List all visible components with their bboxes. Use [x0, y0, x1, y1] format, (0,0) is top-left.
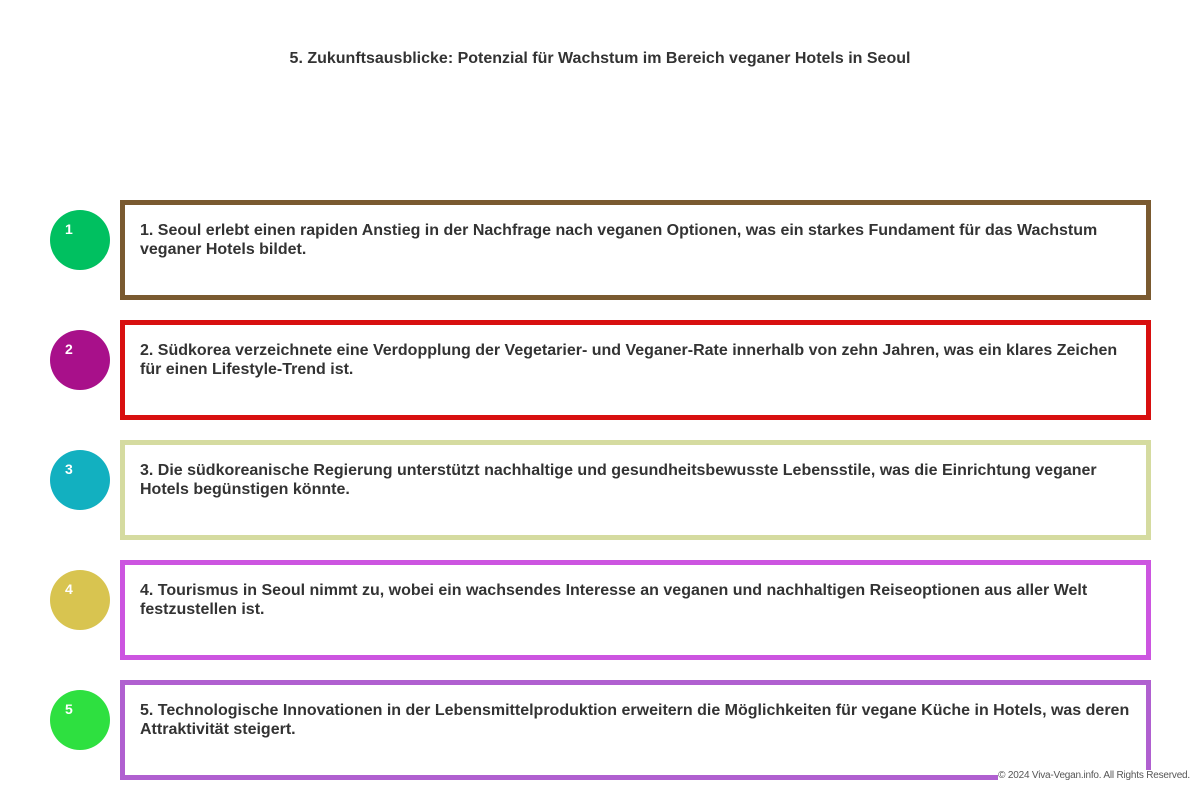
number-badge — [50, 450, 110, 510]
number-badge — [50, 330, 110, 390]
number-label: 4 — [65, 581, 73, 597]
item-text: 4. Tourismus in Seoul nimmt zu, wobei ein wachsendes Interesse an veganen und nachhaltigen Reiseoptionen aus aller Welt festzustellen ist. — [140, 582, 1088, 618]
text-box — [120, 440, 1151, 540]
list-item — [0, 560, 1200, 660]
number-badge — [50, 570, 110, 630]
text-box — [120, 320, 1151, 420]
list-item — [0, 320, 1200, 420]
page-title: 5. Zukunftsausblicke: Potenzial für Wachstum im Bereich veganer Hotels in Seoul — [289, 50, 911, 67]
copyright-footer: © 2024 Viva-Vegan.info. All Rights Reserved. — [998, 770, 1190, 781]
number-label: 5 — [65, 701, 73, 717]
text-box — [120, 680, 1151, 780]
list-item — [0, 680, 1200, 780]
list-item — [0, 440, 1200, 540]
number-badge — [50, 210, 110, 270]
number-label: 3 — [65, 461, 73, 477]
number-badge — [50, 690, 110, 750]
list-item — [0, 200, 1200, 300]
item-text: 5. Technologische Innovationen in der Lebensmittelproduktion erweitern die Möglichkeiten für vegane Küche in Hotels, was deren Attraktivität steigert. — [140, 702, 1130, 738]
text-box — [120, 200, 1151, 300]
item-text: 2. Südkorea verzeichnete eine Verdopplung der Vegetarier- und Veganer-Rate innerhalb von zehn Jahren, was ein klares Zeichen für einen Lifestyle-Trend ist. — [140, 342, 1118, 378]
number-label: 1 — [65, 221, 73, 237]
item-text: 1. Seoul erlebt einen rapiden Anstieg in der Nachfrage nach veganen Optionen, was ein starkes Fundament für das Wachstum veganer Hotels bildet. — [140, 222, 1098, 258]
number-label: 2 — [65, 341, 73, 357]
text-box — [120, 560, 1151, 660]
item-text: 3. Die südkoreanische Regierung unterstützt nachhaltige und gesundheitsbewusste Lebensstile, was die Einrichtung veganer Hotels begünstigen könnte. — [140, 462, 1097, 498]
